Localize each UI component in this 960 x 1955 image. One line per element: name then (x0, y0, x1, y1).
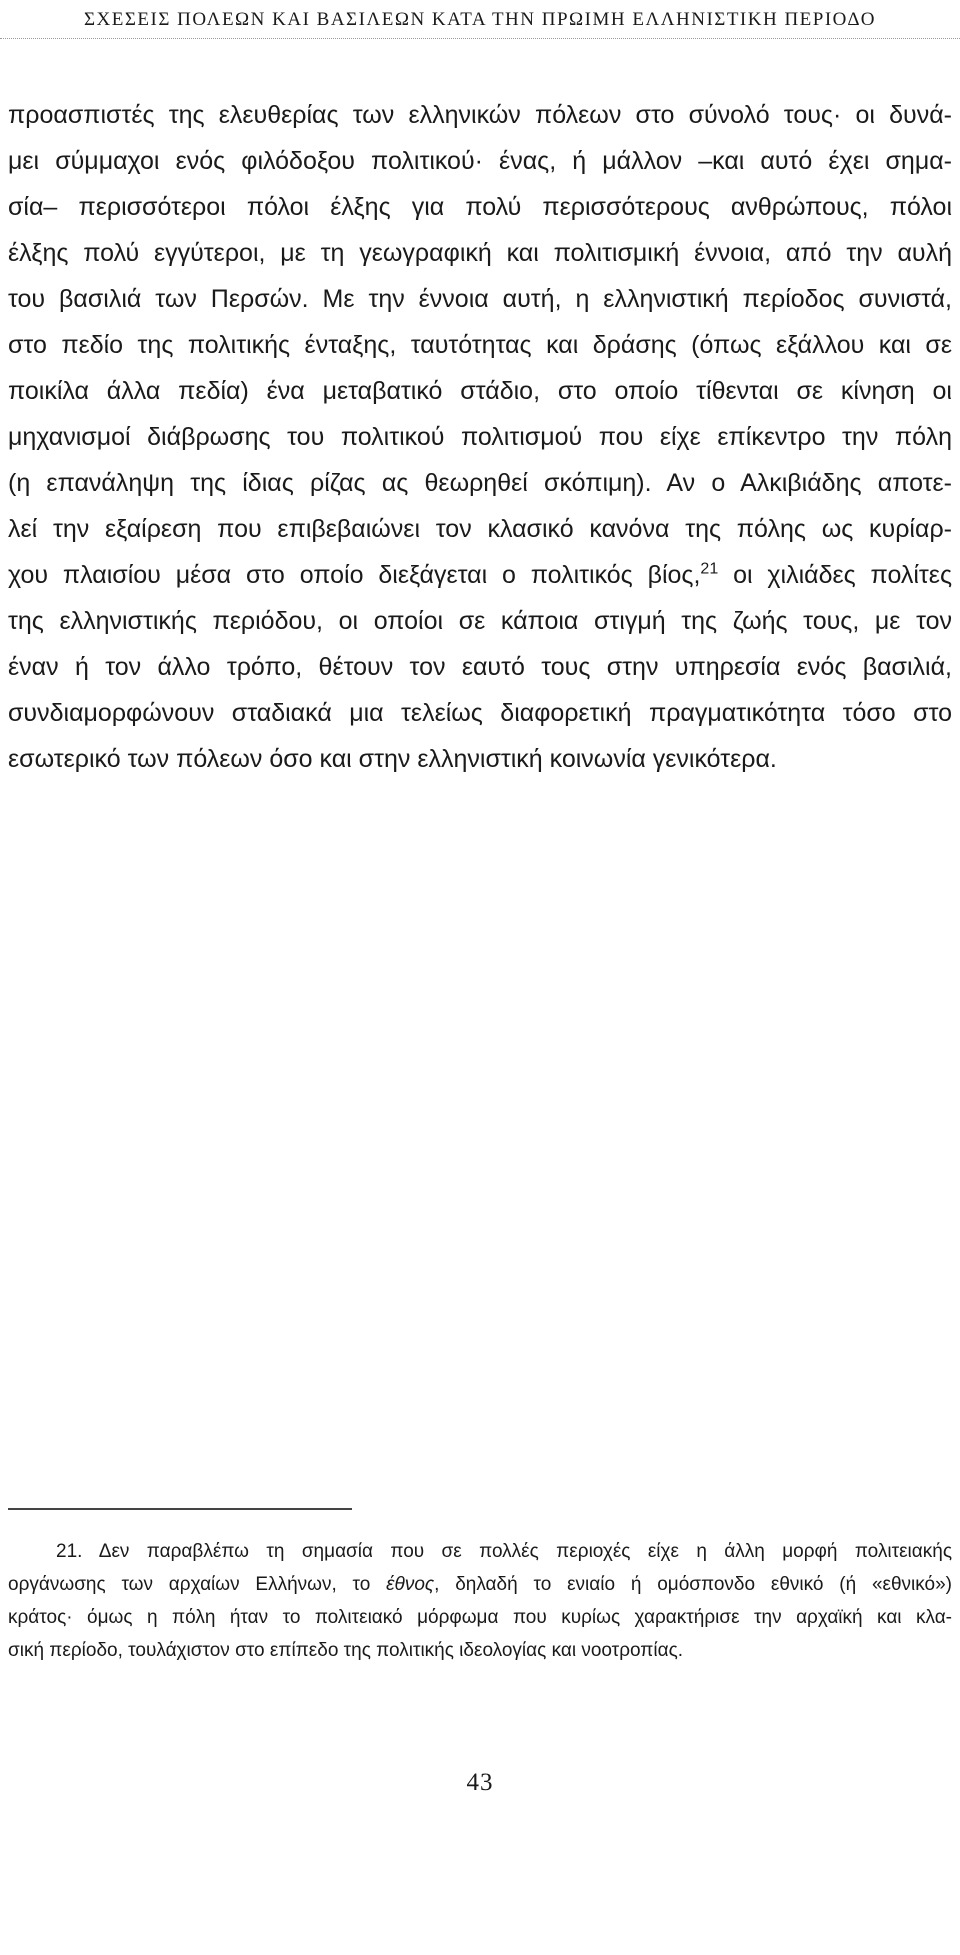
page-number: 43 (466, 1769, 494, 1796)
text-line: εσωτερικό των πόλεων όσο και στην ελληνιστική κοινωνία γενικότερα. (8, 745, 777, 773)
footnote-line (8, 1568, 952, 1601)
footnote-text: οργάνωσης των αρχαίων Ελλήνων, το (8, 1574, 387, 1595)
text-line: σία– περισσότεροι πόλοι έλξης για πολύ περισσότερους ανθρώπους, πόλοι (8, 193, 952, 221)
main-text-block (8, 92, 952, 782)
footnote-line (8, 1535, 952, 1568)
header-divider (0, 38, 960, 39)
text-line: μηχανισμοί διάβρωσης του πολιτικού πολιτισμού που είχε επίκεντρο την πόλη (8, 423, 952, 451)
running-head: ΣΧΕΣΕΙΣ ΠΟΛΕΩΝ ΚΑΙ ΒΑΣΙΛΕΩΝ ΚΑΤΑ ΤΗΝ ΠΡΩΙΜΗ ΕΛΛΗΝΙΣΤΙΚΗ ΠΕΡΙΟΔΟ (83, 9, 877, 30)
footnote-text: , δηλαδή το ενιαίο ή ομόσπονδο εθνικό (ή «εθνικό») (434, 1574, 952, 1595)
text-line-with-footnote (8, 552, 952, 598)
text-line: έλξης πολύ εγγύτεροι, με τη γεωγραφική και πολιτισμική έννοια, από την αυλή (8, 239, 952, 267)
text-line: της ελληνιστικής περιόδου, οι οποίοι σε κάποια στιγμή της ζωής τους, με τον (8, 607, 952, 635)
text-line: μει σύμμαχοι ενός φιλόδοξου πολιτικού· ένας, ή μάλλον –και αυτό έχει σημα- (8, 147, 952, 175)
text-segment: χου πλαισίου μέσα στο οποίο διεξάγεται ο πολιτικός βίος, (8, 561, 701, 589)
text-line: συνδιαμορφώνουν σταδιακά μια τελείως διαφορετική πραγματικότητα τόσο στο (8, 699, 952, 727)
text-line: προασπιστές της ελευθερίας των ελληνικών πόλεων στο σύνολό τους· οι δυνά- (8, 101, 952, 129)
text-line: έναν ή τον άλλο τρόπο, θέτουν τον εαυτό τους στην υπηρεσία ενός βασιλιά, (8, 653, 952, 681)
text-line: ποικίλα άλλα πεδία) ένα μεταβατικό στάδιο, στο οποίο τίθενται σε κίνηση οι (8, 377, 952, 405)
footnote-reference: 21 (700, 560, 719, 578)
text-line: (η επανάληψη της ίδιας ρίζας ας θεωρηθεί σκόπιμη). Αν ο Αλκιβιάδης αποτε- (8, 469, 952, 497)
text-line: του βασιλιά των Περσών. Με την έννοια αυτή, η ελληνιστική περίοδος συνιστά, (8, 285, 952, 313)
footnote-number: 21. (56, 1541, 83, 1562)
text-segment: οι χιλιάδες πολίτες (718, 561, 953, 589)
footnote-line: κράτος· όμως η πόλη ήταν το πολιτειακό μόρφωμα που κυρίως χαρακτήρισε την αρχαϊκή και κλα- (8, 1607, 952, 1628)
text-line: στο πεδίο της πολιτικής ένταξης, ταυτότητας και δράσης (όπως εξάλλου και σε (8, 331, 952, 359)
text-line: λεί την εξαίρεση που επιβεβαιώνει τον κλασικό κανόνα της πόλης ως κυρίαρ- (8, 515, 952, 543)
footnote-text: Δεν παραβλέπω τη σημασία που σε πολλές περιοχές είχε η άλλη μορφή πολιτειακής (82, 1541, 952, 1562)
footnote-line: σική περίοδο, τουλάχιστον στο επίπεδο της πολιτικής ιδεολογίας και νοοτροπίας. (8, 1640, 684, 1661)
footnote-block (8, 1535, 952, 1667)
footnote-divider (8, 1508, 352, 1510)
footnote-italic-term: έθνος (386, 1574, 435, 1595)
